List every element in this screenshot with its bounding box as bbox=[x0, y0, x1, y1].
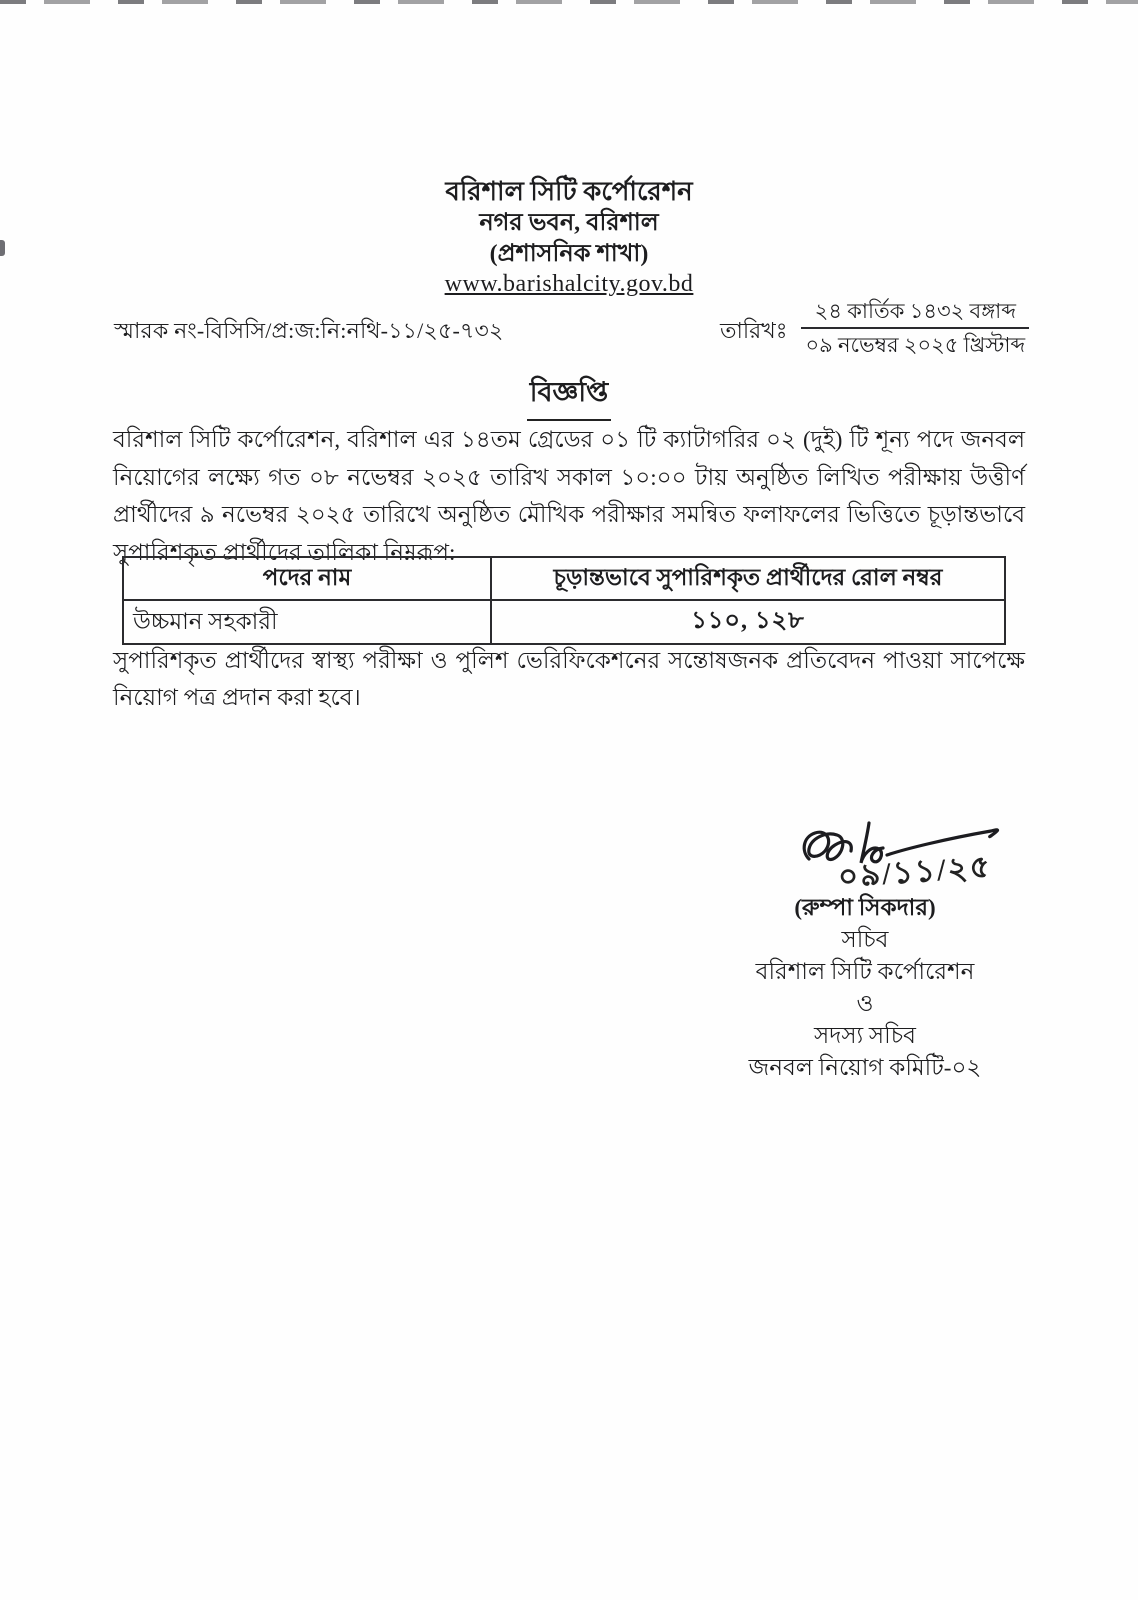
column-header-roll-numbers: চূড়ান্তভাবে সুপারিশকৃত প্রার্থীদের রোল নম্বর bbox=[491, 557, 1005, 600]
date-block bbox=[720, 296, 1029, 360]
org-branch: (প্রশাসনিক শাখা) bbox=[489, 241, 649, 267]
date-values bbox=[801, 296, 1029, 360]
signatory-committee: জনবল নিয়োগ কমিটি-০২ bbox=[748, 1055, 982, 1080]
signatory-name: (রুম্পা সিকদার) bbox=[794, 895, 936, 920]
date-bangla: ২৪ কার্তিক ১৪৩২ বঙ্গাব্দ bbox=[801, 296, 1029, 329]
handwritten-date: ০৯/১১/২৫ bbox=[836, 848, 993, 895]
cell-roll-numbers: ১১০, ১২৮ bbox=[491, 600, 1005, 644]
scan-edge-artifact bbox=[0, 0, 1138, 4]
date-gregorian: ০৯ নভেম্বর ২০২৫ খ্রিস্টাব্দ bbox=[805, 333, 1026, 357]
result-table bbox=[122, 556, 1006, 645]
table-header-row bbox=[123, 557, 1005, 600]
memo-number: স্মারক নং-বিসিসি/প্র:জ:নি:নথি-১১/২৫-৭৩২ bbox=[114, 318, 504, 343]
body-paragraph: বরিশাল সিটি কর্পোরেশন, বরিশাল এর ১৪তম গ্রেডের ০১ টি ক্যাটাগরির ০২ (দুই) টি শূন্য পদে জনবল নিয়োগের লক্ষ্যে গত ০৮ নভেম্বর ২০২৫ তারিখ সকাল ১০:০০ টায় অনুষ্ঠিত লিখিত পরীক্ষায় উত্তীর্ণ প্রার্থীদের ৯ নভেম্বর ২০২৫ তারিখে অনুষ্ঠিত মৌখিক পরীক্ষার সমন্বিত ফলাফলের ভিত্তিতে চূড়ান্তভাবে সুপারিশকৃত প্রার্থীদের তালিকা নিম্নরূপ: bbox=[113, 427, 1025, 565]
signatory-organization: বরিশাল সিটি কর্পোরেশন bbox=[755, 959, 975, 984]
signatory-designation2: সদস্য সচিব bbox=[814, 1023, 916, 1048]
notice-title: বিজ্ঞপ্তি bbox=[527, 372, 612, 421]
title-row bbox=[0, 372, 1138, 421]
org-website-url: www.barishalcity.gov.bd bbox=[444, 271, 694, 297]
signatory-designation: সচিব bbox=[841, 927, 889, 952]
org-address: নগর ভবন, বরিশাল bbox=[479, 210, 659, 236]
column-header-post-name: পদের নাম bbox=[123, 557, 491, 600]
table-row bbox=[123, 600, 1005, 644]
closing-paragraph: সুপারিশকৃত প্রার্থীদের স্বাস্থ্য পরীক্ষা ও পুলিশ ভেরিফিকেশনের সন্তোষজনক প্রতিবেদন পাওয়া সাপেক্ষে নিয়োগ পত্র প্রদান করা হবে। bbox=[113, 648, 1025, 710]
signatory-conjunction: ও bbox=[856, 991, 874, 1016]
letterhead bbox=[0, 178, 1138, 298]
date-label: তারিখঃ bbox=[720, 317, 788, 343]
signatory-block bbox=[695, 892, 1035, 1083]
org-name: বরিশাল সিটি কর্পোরেশন bbox=[445, 177, 693, 206]
cell-post-name: উচ্চমান সহকারী bbox=[123, 600, 491, 644]
